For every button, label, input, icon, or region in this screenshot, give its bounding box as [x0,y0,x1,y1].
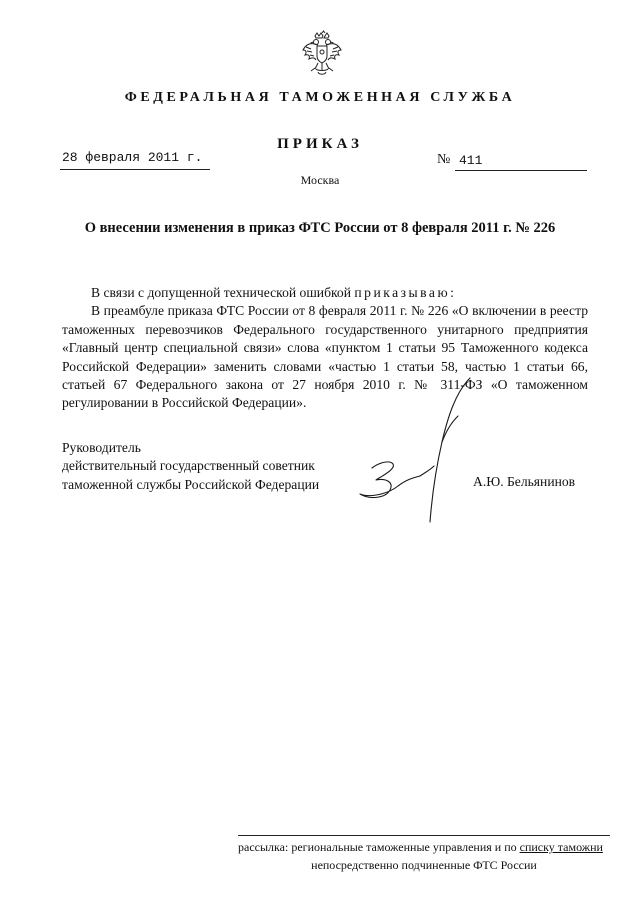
distribution-line-1 [238,840,610,855]
distribution-lead: рассылка: региональные таможенные управления и по [238,840,517,854]
intro-verb: приказываю: [354,285,457,300]
order-subject: О внесении изменения в приказ ФТС России от 8 февраля 2011 г. № 226 [84,220,556,236]
city: Москва [300,173,340,187]
distribution-line-2: непосредственно подчиненные ФТС России [311,858,537,872]
handwritten-signature [330,376,480,526]
state-emblem-icon [301,30,343,80]
order-number-prefix: № [437,152,451,167]
main-paragraph: В преамбуле приказа ФТС России от 8 февраля 2011 г. № 226 «О включении в реестр таможенных перевозчиков Федерального государственного унитарного предприятия «Главный центр специальной связи» слова «пунктом 1 статьи 95 Таможенного кодекса Российской Федерации» заменить словами «частью 1 статьи 58, частью 1 статьи 66, статьей 67 Федерального закона от 27 ноября 2010 г. № 311-ФЗ «О таможенном регулировании в Российской Федерации». [62,303,588,411]
signatory-title-2: действительный государственный советник [62,458,315,474]
agency-name: ФЕДЕРАЛЬНАЯ ТАМОЖЕННАЯ СЛУЖБА [124,90,516,105]
signatory-title-3: таможенной службы Российской Федерации [62,476,320,492]
signatory-title-1: Руководитель [62,440,141,455]
distribution-underlined: списку таможни [519,840,603,854]
order-body [62,284,588,413]
order-number: 411 [459,153,483,168]
intro-lead: В связи с допущенной технической ошибкой [91,285,351,300]
signatory-titles [62,439,319,494]
intro-paragraph [62,284,588,302]
order-date: 28 февраля 2011 г. [62,150,203,165]
number-underline [455,170,587,171]
document-type: ПРИКАЗ [277,136,363,152]
date-underline [60,169,210,170]
signatory-name: А.Ю. Бельянинов [473,474,576,489]
footer-divider [238,835,610,836]
